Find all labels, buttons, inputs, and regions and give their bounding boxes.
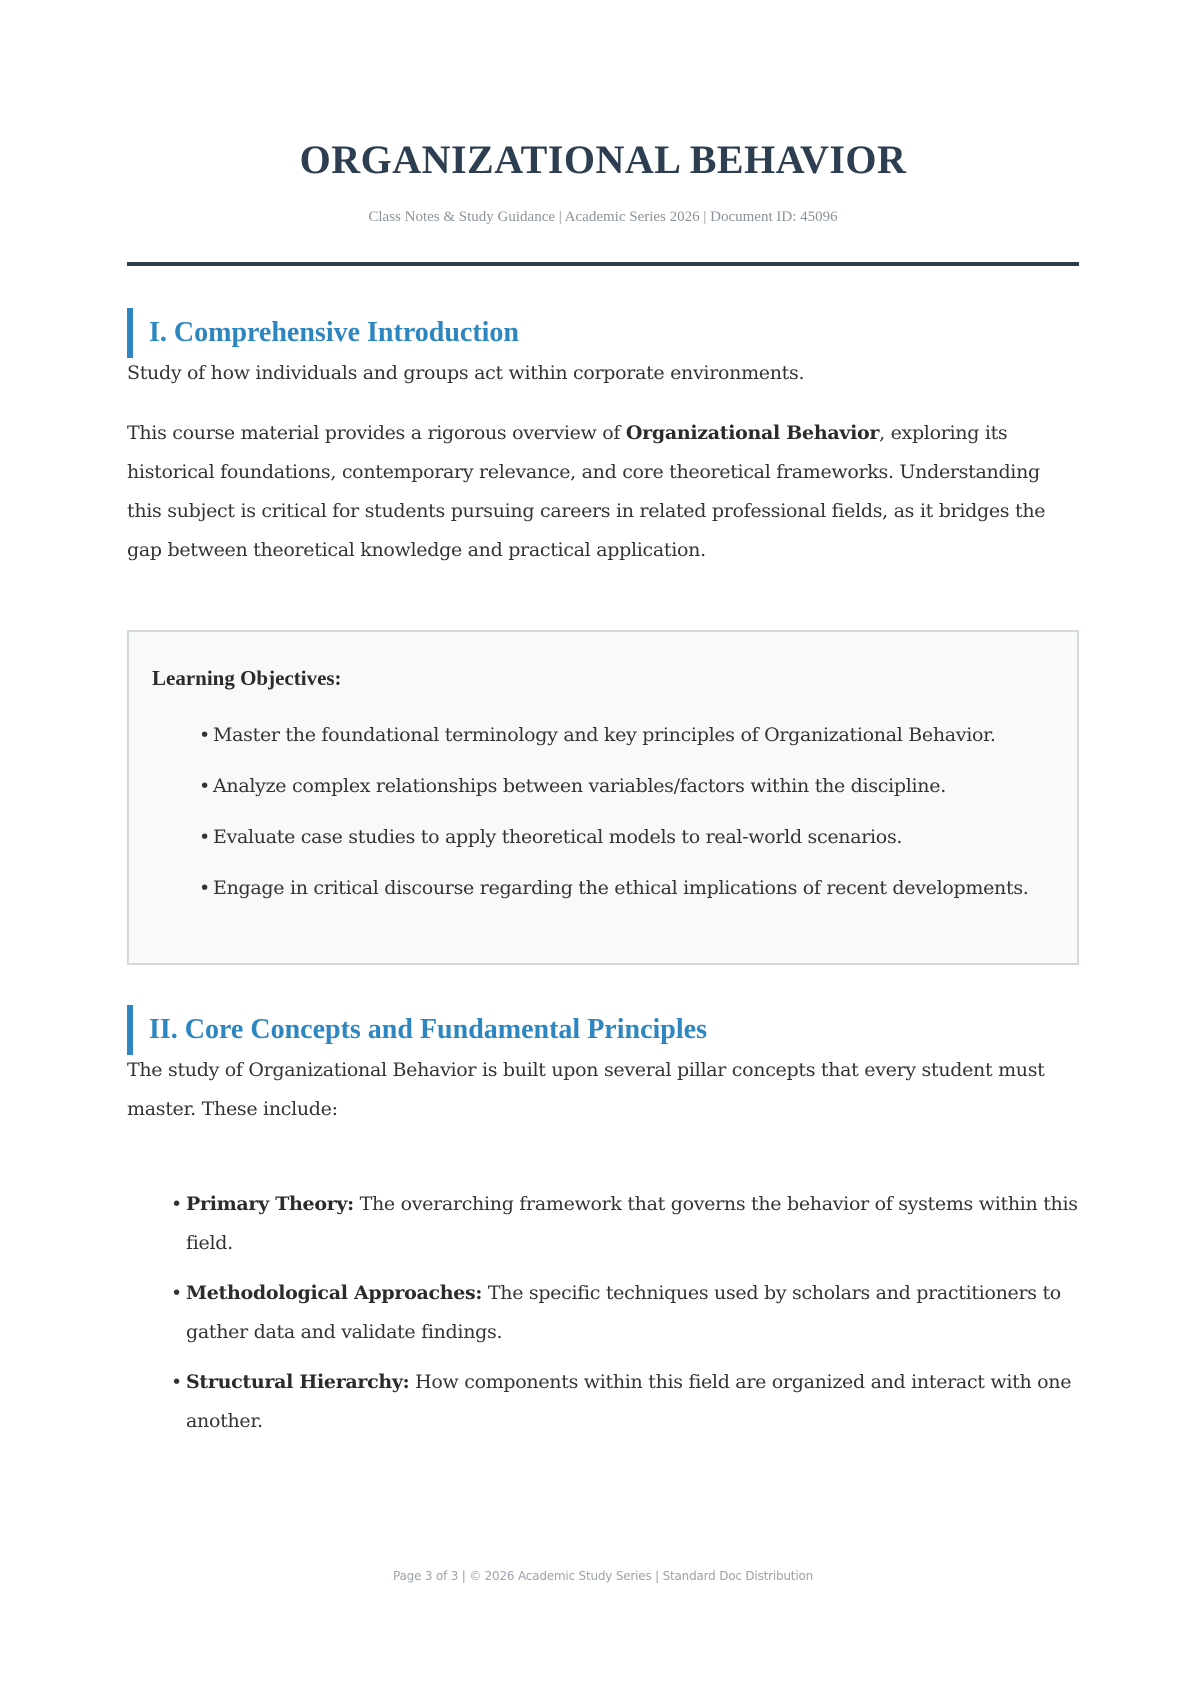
bullet-icon: • [199,826,210,848]
core-concepts-list [171,1185,1079,1452]
objective-text: Analyze complex relationships between variables/factors within the discipline. [213,775,946,797]
body-text-after: , exploring its historical foundations, contemporary relevance, and core theoretical frameworks. Understanding this subject is critical for students pursuing careers in related professional fields, as it bridges the gap between theoretical knowledge and practical application. [127,422,1046,561]
learning-objectives-list [199,720,1029,924]
page-footer: Page 3 of 3 | © 2026 Academic Study Series | Standard Doc Distribution [393,1569,813,1583]
concept-description: How components within this field are organized and interact with one another. [186,1371,1072,1432]
objective-text: Evaluate case studies to apply theoretical models to real-world scenarios. [213,826,903,848]
section-lead-paragraph: Study of how individuals and groups act within corporate environments. [127,362,805,384]
section-intro-paragraph: The study of Organizational Behavior is built upon several pillar concepts that every student must master. These include: [127,1059,1045,1120]
body-text-before: This course material provides a rigorous overview of [127,422,626,444]
bullet-icon: • [199,775,210,797]
document-title: ORGANIZATIONAL BEHAVIOR [299,137,907,182]
objective-text: Master the foundational terminology and key principles of Organizational Behavior. [213,724,996,746]
section-heading-core-concepts: II. Core Concepts and Fundamental Principles [127,1005,707,1055]
list-item [171,1363,1079,1441]
learning-objectives-box [127,630,1079,965]
body-text-bold-subject: Organizational Behavior [625,422,880,444]
list-item [199,873,1029,924]
list-item [199,720,1029,771]
objective-text: Engage in critical discourse regarding the ethical implications of recent developments. [213,877,1029,899]
concept-term: Structural Hierarchy: [186,1371,410,1393]
list-item [199,822,1029,873]
bullet-icon: • [171,1193,182,1215]
list-item [199,771,1029,822]
bullet-icon: • [171,1371,182,1393]
concept-description: The specific techniques used by scholars and practitioners to gather data and validate findings. [186,1282,1061,1343]
section-heading-introduction: I. Comprehensive Introduction [127,308,519,358]
section-body-paragraph [127,414,1079,570]
bullet-icon: • [199,877,210,899]
learning-objectives-title: Learning Objectives: [152,666,342,690]
title-divider [127,262,1079,266]
list-item [171,1185,1079,1263]
list-item [171,1274,1079,1352]
concept-term: Primary Theory: [186,1193,354,1215]
bullet-icon: • [199,724,210,746]
concept-description: The overarching framework that governs the behavior of systems within this field. [186,1193,1078,1254]
concept-term: Methodological Approaches: [186,1282,483,1304]
bullet-icon: • [171,1282,182,1304]
document-subtitle: Class Notes & Study Guidance | Academic Series 2026 | Document ID: 45096 [368,209,838,225]
